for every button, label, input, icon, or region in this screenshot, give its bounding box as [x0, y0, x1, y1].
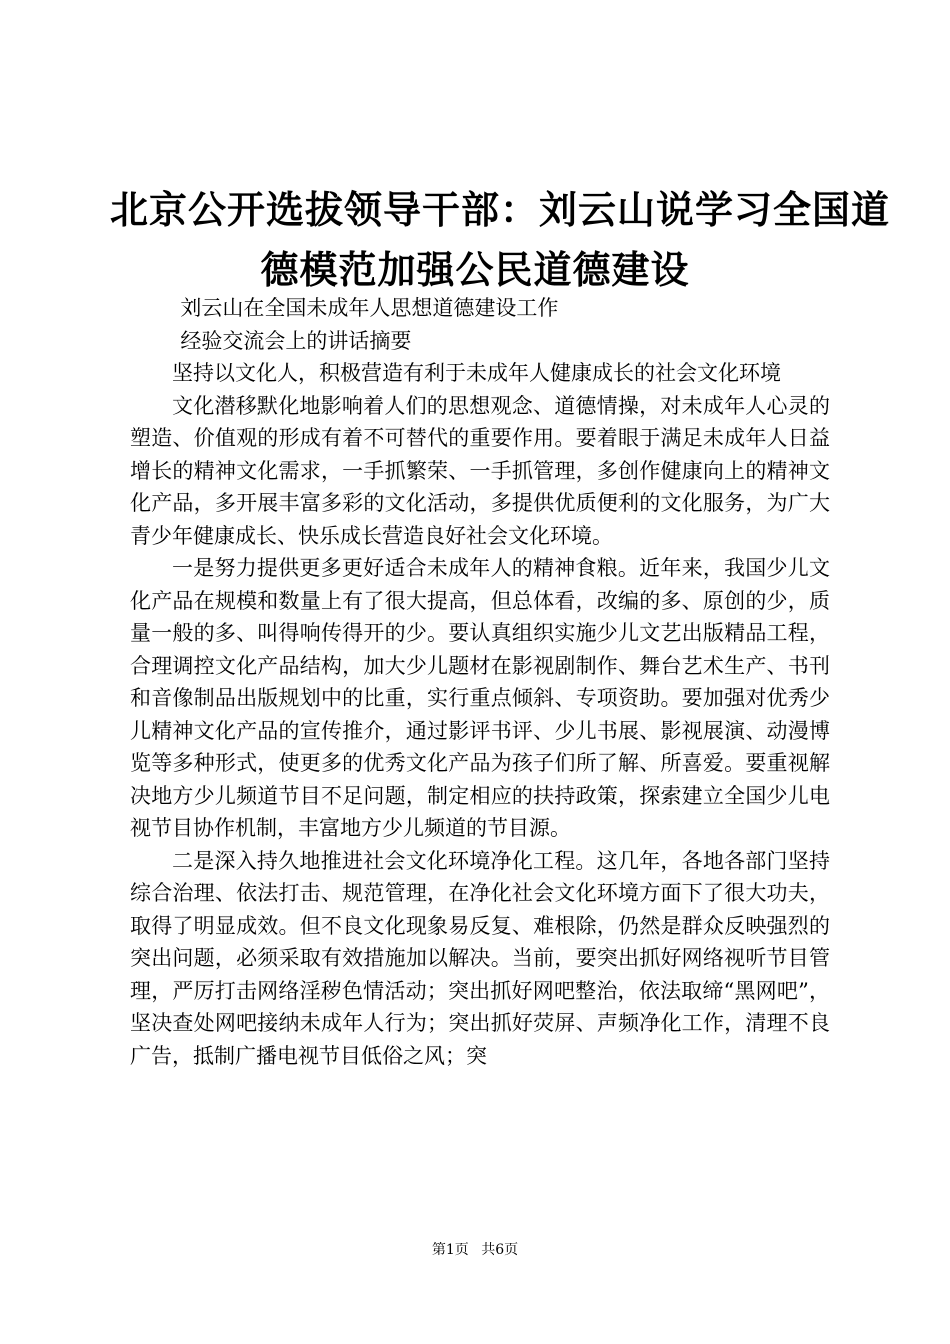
document-title-line-1: 北京公开选拔领导干部：刘云山说学习全国道 — [110, 188, 891, 232]
page-number: 第1页 — [431, 1242, 469, 1258]
page-footer — [0, 1240, 950, 1260]
paragraph: 文化潜移默化地影响着人们的思想观念、道德情操，对未成年人心灵的塑造、价值观的形成有着不可替代的重要作用。要着眼于满足未成年人日益增长的精神文化需求，一手抓繁荣、一手抓管理，多创作健康向上的精神文化产品，多开展丰富多彩的文化活动，多提供优质便利的文化服务，为广大青少年健康成长、快乐成长营造良好社会文化环境。 — [130, 393, 830, 548]
document-title-line-2: 德模范加强公民道德建设 — [260, 248, 690, 292]
subtitle-line-2: 经验交流会上的讲话摘要 — [180, 328, 412, 353]
subtitle-line-1: 刘云山在全国未成年人思想道德建设工作 — [180, 296, 559, 320]
paragraph: 一是努力提供更多更好适合未成年人的精神食粮。近年来，我国少儿文化产品在规模和数量上有了很大提高，但总体看，改编的多、原创的少，质量一般的多、叫得响传得开的少。要认真组织实施少儿文艺出版精品工程，合理调控文化产品结构，加大少儿题材在影视剧制作、舞台艺术生产、书刊和音像制品出版规划中的比重，实行重点倾斜、专项资助。要加强对优秀少儿精神文化产品的宣传推介，通过影评书评、少儿书展、影视展演、动漫博览等多种形式，使更多的优秀文化产品为孩子们所了解、所喜爱。要重视解决地方少儿频道节目不足问题，制定相应的扶持政策，探索建立全国少儿电视节目协作机制，丰富地方少儿频道的节目源。 — [130, 556, 830, 840]
page-total: 共6页 — [481, 1242, 519, 1258]
paragraph: 二是深入持久地推进社会文化环境净化工程。这几年，各地各部门坚持综合治理、依法打击、规范管理，在净化社会文化环境方面下了很大功夫，取得了明显成效。但不良文化现象易反复、难根除，仍然是群众反映强烈的突出问题，必须采取有效措施加以解决。当前，要突出抓好网络视听节目管理，严厉打击网络淫秽色情活动；突出抓好网吧整治，依法取缔“黑网吧”，坚决查处网吧接纳未成年人行为；突出抓好荧屏、声频净化工作，清理不良广告，抵制广播电视节目低俗之风；突 — [130, 848, 830, 1068]
paragraph-heading: 坚持以文化人，积极营造有利于未成年人健康成长的社会文化环境 — [172, 361, 781, 385]
document-body — [130, 292, 830, 1072]
